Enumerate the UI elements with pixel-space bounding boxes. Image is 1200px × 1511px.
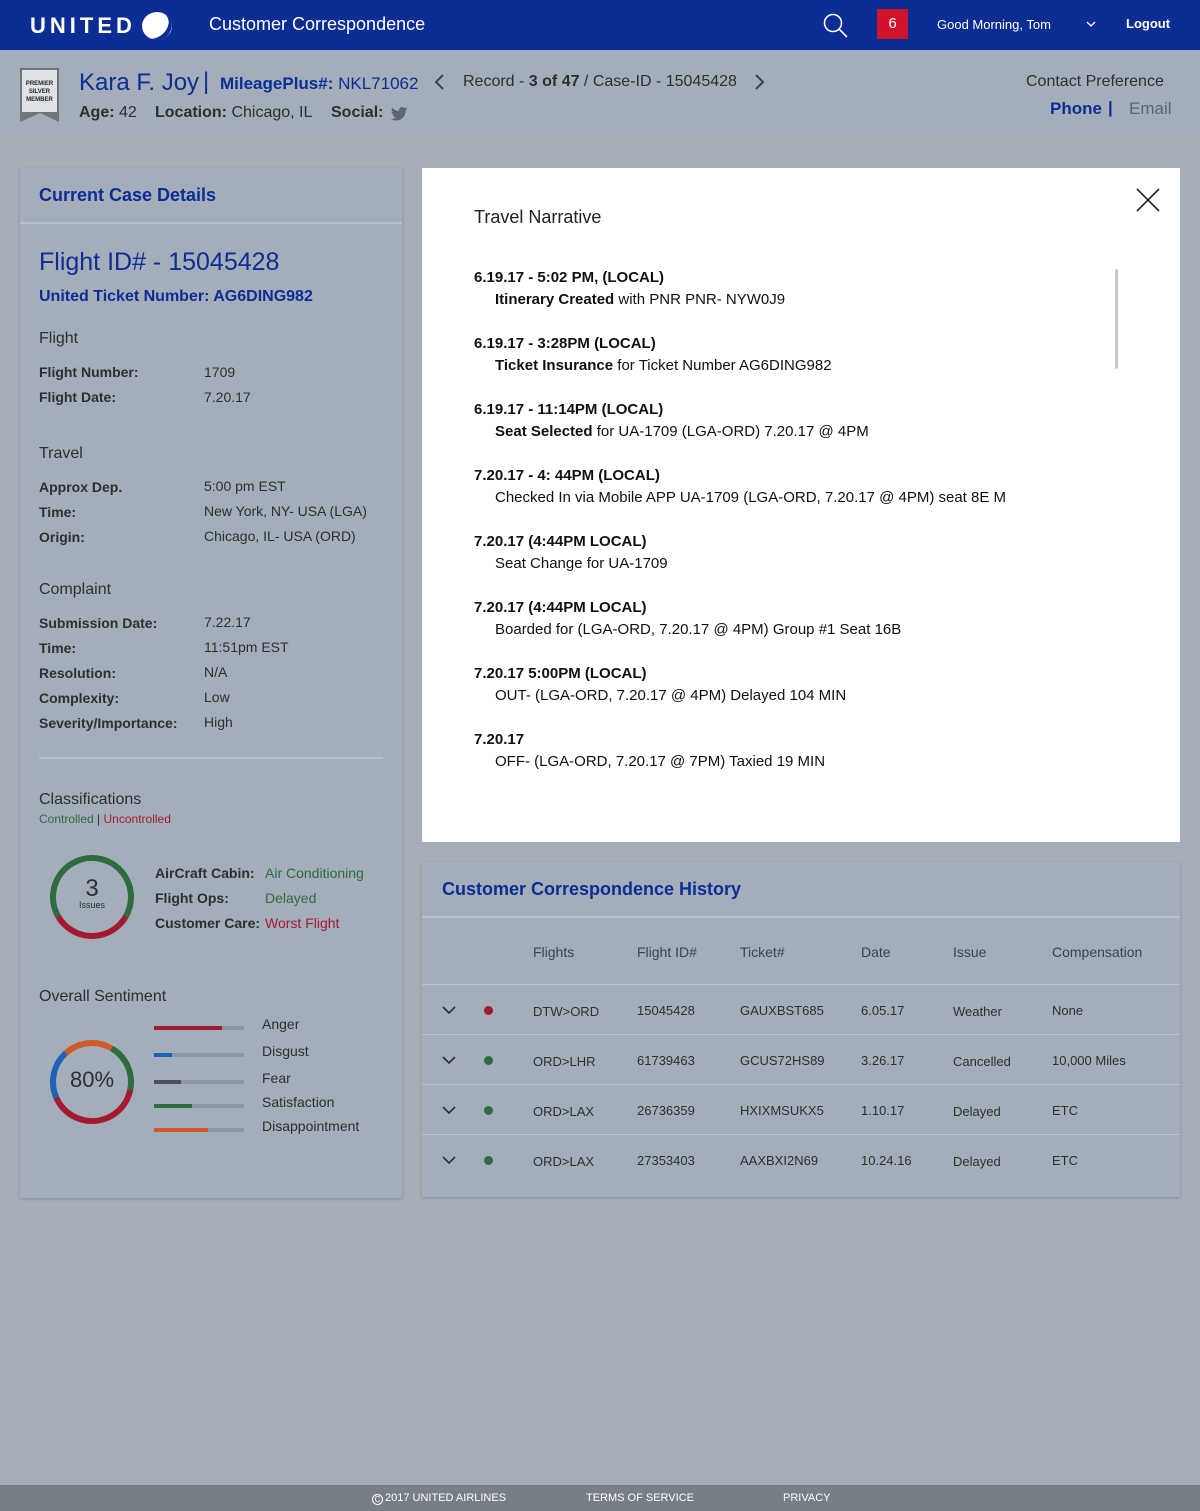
case-card-title: Current Case Details — [39, 185, 217, 205]
legend-uncontrolled: Uncontrolled — [103, 812, 171, 826]
sentiment-bar-fill — [154, 1026, 222, 1030]
cell-flight-id: 26736359 — [637, 1103, 695, 1118]
cell-flight-id: 15045428 — [637, 1003, 695, 1018]
chevron-down-icon[interactable] — [442, 1006, 456, 1015]
customer-care-value: Worst Flight — [265, 915, 340, 931]
narrative-event-detail: OFF- (LGA-ORD, 7.20.17 @ 7PM) Taxied 19 MIN — [495, 753, 826, 770]
narrative-event-description — [495, 687, 846, 704]
cell-flight-id: 61739463 — [637, 1053, 695, 1068]
cell-compensation: None — [1052, 1003, 1084, 1018]
social-label: Social: — [331, 104, 384, 121]
footer-copyright — [372, 1492, 506, 1505]
status-dot — [484, 1006, 493, 1015]
cell-flights: ORD>LAX — [533, 1154, 595, 1169]
badge-line: SILVER — [28, 89, 51, 95]
sentiment-label: Anger — [262, 1016, 300, 1032]
cell-date: 10.24.16 — [861, 1153, 912, 1168]
narrative-event-date: 7.20.17 5:00PM (LOCAL) — [474, 665, 647, 682]
narrative-event-description — [495, 621, 901, 638]
narrative-event-description — [495, 489, 1006, 506]
resolution-label: Resolution: — [39, 665, 116, 681]
united-logo[interactable] — [30, 12, 172, 40]
logout-button[interactable]: Logout — [1126, 16, 1171, 31]
correspondence-history-card — [422, 862, 1180, 1197]
cell-ticket: HXIXMSUKX5 — [740, 1103, 824, 1118]
cell-date: 6.05.17 — [861, 1003, 905, 1018]
cell-date: 1.10.17 — [861, 1103, 905, 1118]
narrative-event-detail: Boarded for (LGA-ORD, 7.20.17 @ 4PM) Group #1 Seat 16B — [495, 621, 902, 638]
sentiment-bar-disgust — [154, 1053, 244, 1057]
narrative-scrollbar[interactable] — [1115, 269, 1118, 369]
column-header-flight-id[interactable]: Flight ID# — [637, 944, 697, 960]
globe-icon — [142, 12, 172, 40]
cell-flights: ORD>LHR — [533, 1054, 596, 1069]
severity-value: High — [204, 714, 233, 730]
narrative-event-detail: for Ticket Number AG6DING982 — [613, 357, 832, 374]
column-header-date[interactable]: Date — [861, 944, 891, 960]
search-icon[interactable] — [823, 13, 848, 38]
brand-text: UNITED — [30, 13, 136, 38]
origin-value: Chicago, IL- USA (ORD) — [204, 528, 356, 544]
narrative-event-detail: Checked In via Mobile APP UA-1709 (LGA-ORD, 7.20.17 @ 4PM) seat 8E M — [495, 489, 1007, 506]
customer-location — [155, 104, 312, 122]
column-header-flights[interactable]: Flights — [533, 944, 575, 960]
flight-section-title: Flight — [39, 330, 79, 347]
narrative-event-date: 6.19.17 - 3:28PM (LOCAL) — [474, 335, 656, 352]
sentiment-label: Fear — [262, 1070, 291, 1086]
sentiment-percent: 80% — [69, 1067, 115, 1092]
narrative-event-description — [495, 555, 668, 572]
narrative-event-action: Itinerary Created — [495, 291, 615, 308]
sentiment-bar-fill — [154, 1080, 181, 1084]
severity-label: Severity/Importance: — [39, 715, 178, 731]
history-header — [422, 862, 1180, 918]
classifications-title: Classifications — [39, 791, 142, 808]
narrative-event-date: 6.19.17 - 5:02 PM, (LOCAL) — [474, 269, 665, 286]
complexity-label: Complexity: — [39, 690, 120, 706]
user-greeting[interactable]: Good Morning, Tom — [937, 17, 1051, 32]
cell-date: 3.26.17 — [861, 1053, 905, 1068]
narrative-event-description — [495, 291, 785, 308]
history-title: Customer Correspondence History — [442, 879, 742, 899]
narrative-event-description — [495, 423, 869, 440]
app-title: Customer Correspondence — [209, 14, 426, 34]
contact-separator: | — [1108, 98, 1113, 117]
column-header-issue[interactable]: Issue — [953, 944, 987, 960]
sentiment-bar-fear — [154, 1080, 244, 1084]
mileageplus-number — [220, 74, 418, 94]
sentiment-bar-fill — [154, 1104, 192, 1108]
customer-care-label: Customer Care: — [155, 915, 261, 931]
chevron-left-icon[interactable] — [433, 74, 445, 90]
sentiment-bar-disappointment — [154, 1128, 244, 1132]
footer-terms-link[interactable]: TERMS OF SERVICE — [586, 1492, 694, 1504]
contact-phone-option[interactable]: Phone — [1050, 99, 1102, 118]
narrative-event-date: 7.20.17 - 4: 44PM (LOCAL) — [474, 467, 660, 484]
narrative-event-description — [495, 357, 832, 374]
flight-date-value: 7.20.17 — [204, 389, 251, 405]
sentiment-bar-fill — [154, 1128, 208, 1132]
mileageplus-value: NKL71062 — [338, 74, 419, 93]
legend-separator: | — [97, 812, 101, 826]
submission-date-label: Submission Date: — [39, 615, 158, 631]
section-divider — [39, 757, 383, 759]
chevron-down-icon[interactable] — [442, 1106, 456, 1115]
complaint-section-title: Complaint — [39, 581, 112, 598]
cell-issue: Delayed — [953, 1104, 1001, 1119]
age-label: Age: — [79, 104, 115, 121]
legend-controlled: Controlled — [39, 812, 94, 826]
narrative-event-date: 7.20.17 — [474, 731, 525, 748]
copyright-text: 2017 UNITED AIRLINES — [385, 1492, 507, 1504]
narrative-event-detail: OUT- (LGA-ORD, 7.20.17 @ 4PM) Delayed 104 MIN — [495, 687, 847, 704]
cell-flights: ORD>LAX — [533, 1104, 595, 1119]
travel-time-label: Time: — [39, 504, 77, 520]
approx-dep-value: 5:00 pm EST — [204, 478, 286, 494]
chevron-down-icon[interactable] — [442, 1156, 456, 1165]
flight-date-label: Flight Date: — [39, 389, 116, 405]
table-row[interactable] — [422, 1134, 1180, 1184]
current-case-details-card — [20, 168, 402, 1198]
mileageplus-label: MileagePlus#: — [220, 74, 334, 93]
column-header-ticket[interactable]: Ticket# — [740, 944, 785, 960]
badge-line: MEMBER — [26, 97, 53, 103]
issues-label: Issues — [78, 900, 105, 910]
sentiment-bar-satisfaction — [154, 1104, 244, 1108]
sentiment-title: Overall Sentiment — [39, 988, 167, 1005]
narrative-event-description — [495, 753, 825, 770]
sentiment-label: Disgust — [262, 1043, 309, 1059]
record-position: 3 of 47 — [528, 73, 580, 90]
narrative-event-date: 7.20.17 (4:44PM LOCAL) — [474, 533, 647, 550]
travel-narrative-panel — [422, 168, 1180, 842]
cell-compensation: 10,000 Miles — [1052, 1053, 1126, 1068]
contact-preference-label: Contact Preference — [1026, 73, 1164, 90]
member-badge-text — [22, 70, 57, 112]
sentiment-label: Disappointment — [262, 1118, 360, 1134]
footer-privacy-link[interactable]: PRIVACY — [783, 1492, 831, 1504]
table-row[interactable] — [422, 984, 1180, 1034]
status-dot — [484, 1156, 493, 1165]
customer-age — [79, 104, 137, 122]
cell-ticket: AAXBXI2N69 — [740, 1153, 819, 1168]
table-row[interactable] — [422, 1034, 1180, 1084]
complaint-time-value: 11:51pm EST — [204, 639, 289, 655]
record-case-id: / Case-ID - 15045428 — [579, 73, 737, 90]
flight-id: Flight ID# - 15045428 — [39, 248, 280, 276]
contact-email-option[interactable]: Email — [1129, 99, 1172, 118]
cell-ticket: GAUXBST685 — [740, 1003, 824, 1018]
chevron-right-icon[interactable] — [754, 74, 766, 90]
age-value: 42 — [119, 104, 137, 121]
ticket-number: United Ticket Number: AG6DING982 — [39, 288, 313, 305]
travel-section-title: Travel — [39, 445, 83, 462]
resolution-value: N/A — [204, 664, 228, 680]
cell-compensation: ETC — [1052, 1103, 1078, 1118]
submission-date-value: 7.22.17 — [204, 614, 251, 630]
cell-compensation: ETC — [1052, 1153, 1078, 1168]
narrative-event-date: 6.19.17 - 11:14PM (LOCAL) — [474, 401, 664, 418]
case-card-header — [20, 168, 402, 224]
member-badge — [20, 68, 59, 122]
sentiment-bar-anger — [154, 1026, 244, 1030]
sentiment-bar-fill — [154, 1053, 172, 1057]
cell-flights: DTW>ORD — [533, 1004, 600, 1019]
cell-issue: Cancelled — [953, 1054, 1011, 1069]
close-icon[interactable] — [1136, 188, 1160, 212]
name-separator: | — [203, 68, 210, 95]
sentiment-label: Satisfaction — [262, 1094, 335, 1110]
aircraft-cabin-value: Air Conditioning — [265, 865, 364, 881]
record-prefix: Record - — [463, 73, 529, 90]
copyright-icon: C — [372, 1494, 383, 1505]
twitter-icon[interactable] — [391, 107, 408, 121]
cell-ticket: GCUS72HS89 — [740, 1053, 825, 1068]
narrative-event-detail: Seat Change for UA-1709 — [495, 555, 668, 572]
badge-line: PREMIER — [25, 81, 54, 87]
location-label: Location: — [155, 104, 227, 121]
customer-profile-header — [0, 50, 1200, 138]
status-dot — [484, 1106, 493, 1115]
narrative-event-date: 7.20.17 (4:44PM LOCAL) — [474, 599, 647, 616]
narrative-event-action: Seat Selected — [495, 423, 593, 440]
flight-ops-label: Flight Ops: — [155, 890, 229, 906]
cell-issue: Weather — [953, 1004, 1002, 1019]
notification-badge[interactable]: 6 — [877, 9, 908, 39]
footer — [0, 1485, 1200, 1511]
issues-count: 3 — [85, 875, 99, 902]
narrative-event-action: Ticket Insurance — [495, 357, 614, 374]
customer-name: Kara F. Joy — [79, 69, 200, 96]
customer-social — [331, 104, 383, 122]
top-nav — [0, 0, 1200, 50]
narrative-event-detail: with PNR PNR- NYW0J9 — [614, 291, 786, 308]
origin-label: Origin: — [39, 529, 85, 545]
cell-issue: Delayed — [953, 1154, 1001, 1169]
aircraft-cabin-label: AirCraft Cabin: — [155, 865, 255, 881]
record-navigation — [463, 73, 737, 91]
table-row[interactable] — [422, 1084, 1180, 1134]
classification-legend — [39, 812, 171, 826]
cell-flight-id: 27353403 — [637, 1153, 695, 1168]
chevron-down-icon[interactable] — [1086, 19, 1096, 29]
complexity-value: Low — [204, 689, 230, 705]
narrative-event-detail: for UA-1709 (LGA-ORD) 7.20.17 @ 4PM — [592, 423, 869, 440]
approx-dep-label: Approx Dep. — [39, 479, 123, 495]
flight-number-value: 1709 — [204, 364, 236, 380]
column-header-compensation[interactable]: Compensation — [1052, 944, 1143, 960]
flight-ops-value: Delayed — [265, 890, 317, 906]
travel-time-value: New York, NY- USA (LGA) — [204, 503, 367, 519]
travel-narrative-title: Travel Narrative — [474, 207, 602, 227]
complaint-time-label: Time: — [39, 640, 77, 656]
flight-number-label: Flight Number: — [39, 364, 139, 380]
chevron-down-icon[interactable] — [442, 1056, 456, 1065]
status-dot — [484, 1056, 493, 1065]
location-value: Chicago, IL — [231, 104, 313, 121]
